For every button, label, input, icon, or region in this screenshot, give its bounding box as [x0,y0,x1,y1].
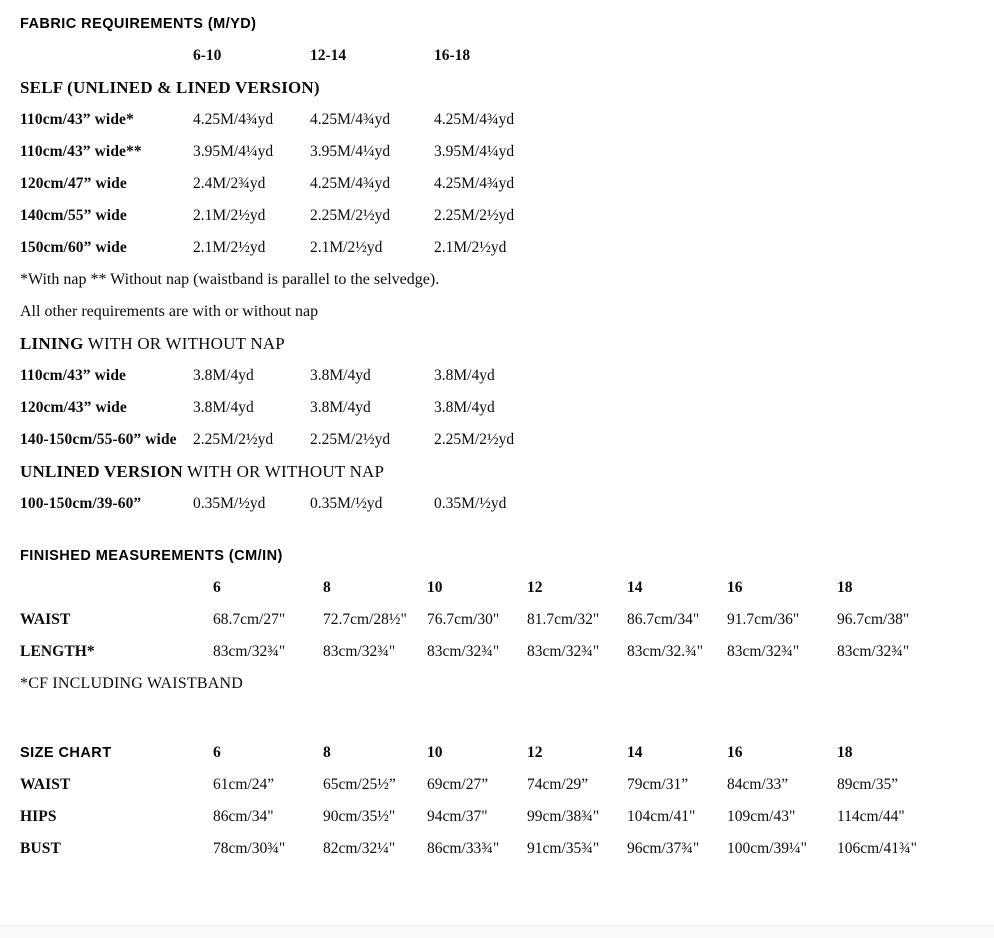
size-column-header: 12 [527,579,543,596]
row-value: 4.25M/4¾yd [310,175,391,192]
size-column-header-12-14: 12-14 [310,47,347,64]
size-column-header: 18 [837,579,853,596]
row-label: 110cm/43” wide [20,367,127,384]
row-label: WAIST [20,611,71,628]
row-value: 83cm/32.¾" [627,643,704,660]
table-row [20,200,994,232]
lining-heading-bold: LINING [20,334,84,353]
row-value: 69cm/27” [427,776,489,793]
row-value: 68.7cm/27" [213,611,286,628]
other-requirements-note: All other requirements are with or without nap [20,303,319,320]
table-row [20,104,994,136]
row-value: 109cm/43" [727,808,796,825]
row-value: 83cm/32¾" [427,643,500,660]
size-column-header: 6 [213,579,221,596]
row-value: 3.8M/4yd [310,399,371,416]
nap-note: *With nap ** Without nap (waistband is parallel to the selvedge). [20,271,440,288]
row-value: 86cm/34" [213,808,274,825]
row-value: 99cm/38¾" [527,808,600,825]
table-row [20,604,994,636]
row-value: 4.25M/4¾yd [434,111,515,128]
row-value: 2.4M/2¾yd [193,175,266,192]
row-value: 104cm/41" [627,808,696,825]
row-value: 3.8M/4yd [434,367,495,384]
row-value: 84cm/33” [727,776,789,793]
row-value: 0.35M/½yd [193,495,266,512]
row-label: 100-150cm/39-60” [20,495,142,512]
table-row [20,636,994,668]
size-column-header-16-18: 16-18 [434,47,471,64]
row-value: 96.7cm/38" [837,611,910,628]
table-row [20,801,994,833]
row-value: 91cm/35¾" [527,840,600,857]
page-bottom-divider [0,925,994,938]
row-value: 4.25M/4¾yd [310,111,391,128]
row-value: 2.1M/2½yd [193,207,266,224]
row-label: BUST [20,840,61,857]
size-column-header: 18 [837,744,853,761]
row-value: 3.95M/4¼yd [193,143,274,160]
row-value: 2.1M/2½yd [310,239,383,256]
fabric-size-header-row [20,40,994,72]
row-value: 3.95M/4¼yd [310,143,391,160]
size-column-header: 16 [727,579,743,596]
row-value: 83cm/32¾" [213,643,286,660]
row-value: 78cm/30¾" [213,840,286,857]
row-value: 86cm/33¾" [427,840,500,857]
row-value: 0.35M/½yd [434,495,507,512]
row-value: 89cm/35” [837,776,899,793]
row-value: 3.95M/4¼yd [434,143,515,160]
row-label: 150cm/60” wide [20,239,127,256]
unlined-heading-bold: UNLINED VERSION [20,462,183,481]
row-value: 3.8M/4yd [310,367,371,384]
table-row [20,168,994,200]
row-value: 79cm/31” [627,776,689,793]
table-row [20,392,994,424]
row-label: 120cm/47” wide [20,175,127,192]
row-value: 2.1M/2½yd [434,239,507,256]
cf-waistband-footnote: *CF INCLUDING WAISTBAND [20,675,243,692]
row-value: 106cm/41¾" [837,840,917,857]
row-label: HIPS [20,808,57,825]
size-chart-title: SIZE CHART [20,745,112,761]
finished-size-header-row [20,572,994,604]
unlined-heading-rest: WITH OR WITHOUT NAP [182,462,385,481]
size-column-header: 6 [213,744,221,761]
row-value: 2.25M/2½yd [434,207,515,224]
row-label: 110cm/43” wide** [20,143,142,160]
table-row [20,360,994,392]
row-label: LENGTH* [20,643,95,660]
row-label: 120cm/43” wide [20,399,127,416]
table-row [20,769,994,801]
row-value: 74cm/29” [527,776,589,793]
self-section-heading: SELF (UNLINED & LINED VERSION) [20,78,320,97]
row-value: 61cm/24” [213,776,275,793]
row-value: 2.25M/2½yd [434,431,515,448]
size-column-header: 8 [323,579,331,596]
finished-measurements-title: FINISHED MEASUREMENTS (CM/IN) [20,548,283,564]
unlined-section-heading [20,462,994,482]
row-value: 100cm/39¼" [727,840,807,857]
table-row [20,833,994,865]
row-value: 96cm/37¾" [627,840,700,857]
row-value: 94cm/37" [427,808,488,825]
size-column-header-6-10: 6-10 [193,47,222,64]
row-value: 2.25M/2½yd [310,207,391,224]
size-chart-header-row [20,737,994,769]
row-value: 3.8M/4yd [434,399,495,416]
row-value: 3.8M/4yd [193,399,254,416]
row-value: 83cm/32¾" [527,643,600,660]
table-row [20,232,994,264]
row-value: 2.25M/2½yd [193,431,274,448]
row-label: 110cm/43” wide* [20,111,134,128]
row-label: 140cm/55” wide [20,207,127,224]
row-value: 114cm/44" [837,808,905,825]
row-value: 86.7cm/34" [627,611,700,628]
lining-heading-rest: WITH OR WITHOUT NAP [83,334,285,353]
row-value: 0.35M/½yd [310,495,383,512]
row-value: 91.7cm/36" [727,611,800,628]
row-value: 82cm/32¼" [323,840,396,857]
size-column-header: 14 [627,579,643,596]
table-row [20,488,994,520]
size-column-header: 16 [727,744,743,761]
row-value: 4.25M/4¾yd [193,111,274,128]
table-row [20,136,994,168]
size-column-header: 10 [427,744,443,761]
size-column-header: 10 [427,579,443,596]
row-value: 65cm/25½” [323,776,396,793]
row-value: 2.1M/2½yd [193,239,266,256]
row-label: WAIST [20,776,71,793]
lining-section-heading [20,334,994,354]
size-column-header: 12 [527,744,543,761]
row-value: 3.8M/4yd [193,367,254,384]
row-value: 90cm/35½" [323,808,396,825]
fabric-requirements-title: FABRIC REQUIREMENTS (M/YD) [20,16,257,32]
row-value: 81.7cm/32" [527,611,600,628]
row-value: 83cm/32¾" [727,643,800,660]
row-value: 72.7cm/28½" [323,611,407,628]
row-value: 83cm/32¾" [837,643,910,660]
row-label: 140-150cm/55-60” wide [20,431,177,448]
row-value: 2.25M/2½yd [310,431,391,448]
size-column-header: 14 [627,744,643,761]
size-column-header: 8 [323,744,331,761]
row-value: 83cm/32¾" [323,643,396,660]
row-value: 76.7cm/30" [427,611,500,628]
table-row [20,424,994,456]
row-value: 4.25M/4¾yd [434,175,515,192]
